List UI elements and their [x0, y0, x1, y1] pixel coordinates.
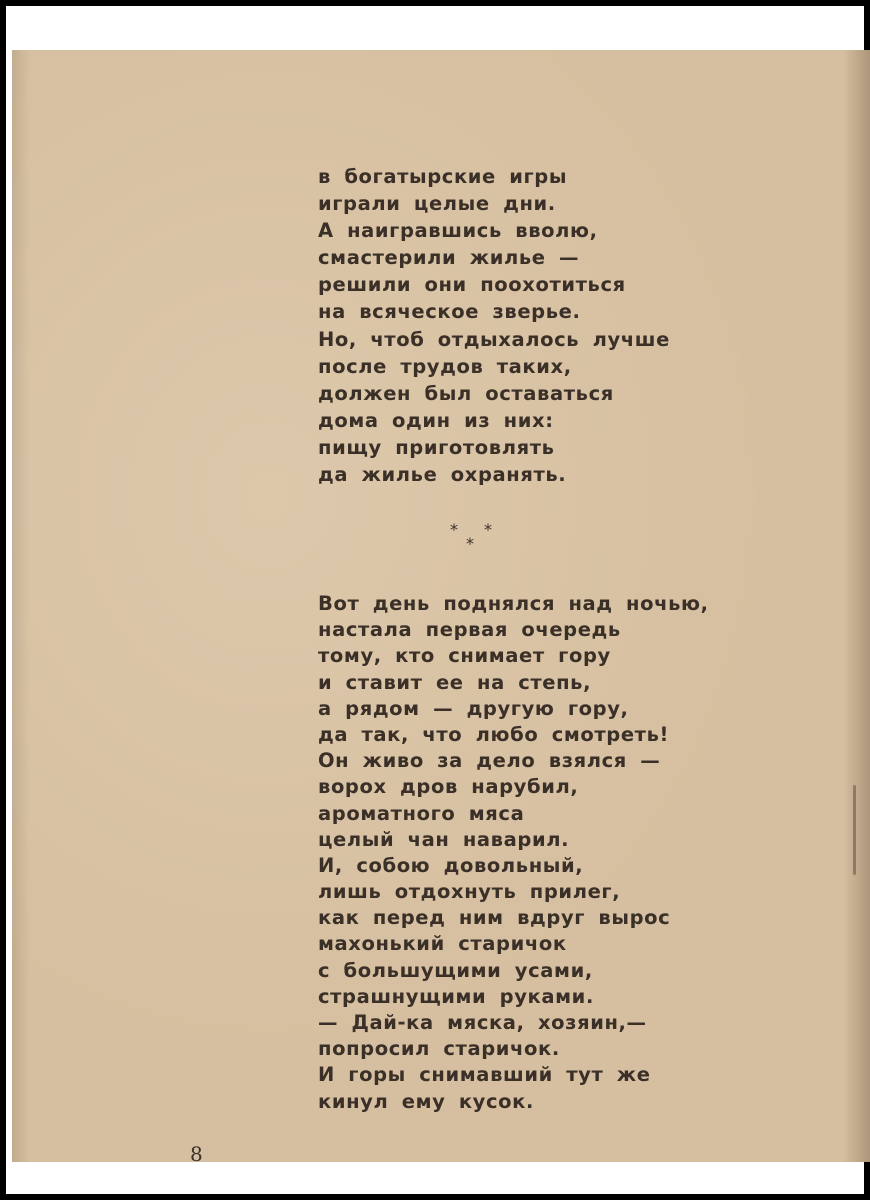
verse-line: на всяческое зверье. — [318, 300, 581, 324]
verse-line: смастерили жилье — — [318, 246, 580, 270]
verse-line: да жилье охранять. — [318, 463, 567, 487]
stanza-2 — [318, 591, 709, 1115]
verse-line: после трудов таких, — [318, 354, 572, 378]
verse-line: с большущими усами, — [318, 958, 593, 982]
verse-line: в богатырские игры — [318, 165, 568, 188]
page-number: 8 — [190, 1142, 203, 1162]
verse-line: а рядом — другую гору, — [318, 696, 629, 720]
verse-line: И горы снимавший тут же — [318, 1063, 651, 1087]
verse-line: Он живо за дело взялся — — [318, 749, 661, 773]
verse-line: Но, чтоб отдыхалось лучше — [318, 327, 670, 351]
verse-line: дома один из них: — [318, 408, 554, 432]
page-edge-shadow — [844, 50, 870, 1162]
verse-line: и ставит ее на степь, — [318, 670, 592, 694]
verse-line: ароматного мяса — [318, 801, 525, 825]
verse-line: решили они поохотиться — [318, 273, 626, 297]
verse-line: попросил старичок. — [318, 1037, 560, 1061]
verse-line: лишь отдохнуть прилег, — [318, 880, 621, 904]
verse-line: должен был оставаться — [318, 381, 614, 405]
verse-line: — Дай-ка мяска, хозяин,— — [318, 1011, 647, 1034]
verse-line: Вот день поднялся над ночью, — [318, 592, 709, 615]
verse-line: играли целые дни. — [318, 192, 556, 216]
verse-line: тому, кто снимает гору — [318, 644, 611, 668]
edge-smudge — [853, 785, 856, 875]
verse-line: как перед ним вдруг вырос — [318, 906, 671, 930]
verse-line: страшнущими руками. — [318, 984, 594, 1008]
asterisk: * — [484, 520, 492, 539]
verse-line: И, собою довольный, — [318, 853, 584, 877]
verse-line: ворох дров нарубил, — [318, 775, 579, 799]
verse-line: да так, что любо смотреть! — [318, 722, 670, 746]
verse-line: кинул ему кусок. — [318, 1089, 534, 1113]
asterisk: * — [450, 520, 458, 539]
verse-line: пищу приготовлять — [318, 435, 555, 459]
verse-line: А наигравшись вволю, — [318, 219, 598, 243]
verse-line: махонький старичок — [318, 932, 567, 956]
verse-line: настала первая очередь — [318, 618, 621, 642]
section-separator — [448, 520, 498, 560]
asterisk: * — [466, 534, 474, 553]
verse-line: целый чан наварил. — [318, 827, 570, 851]
stanza-1 — [318, 163, 670, 488]
book-page — [12, 50, 870, 1162]
